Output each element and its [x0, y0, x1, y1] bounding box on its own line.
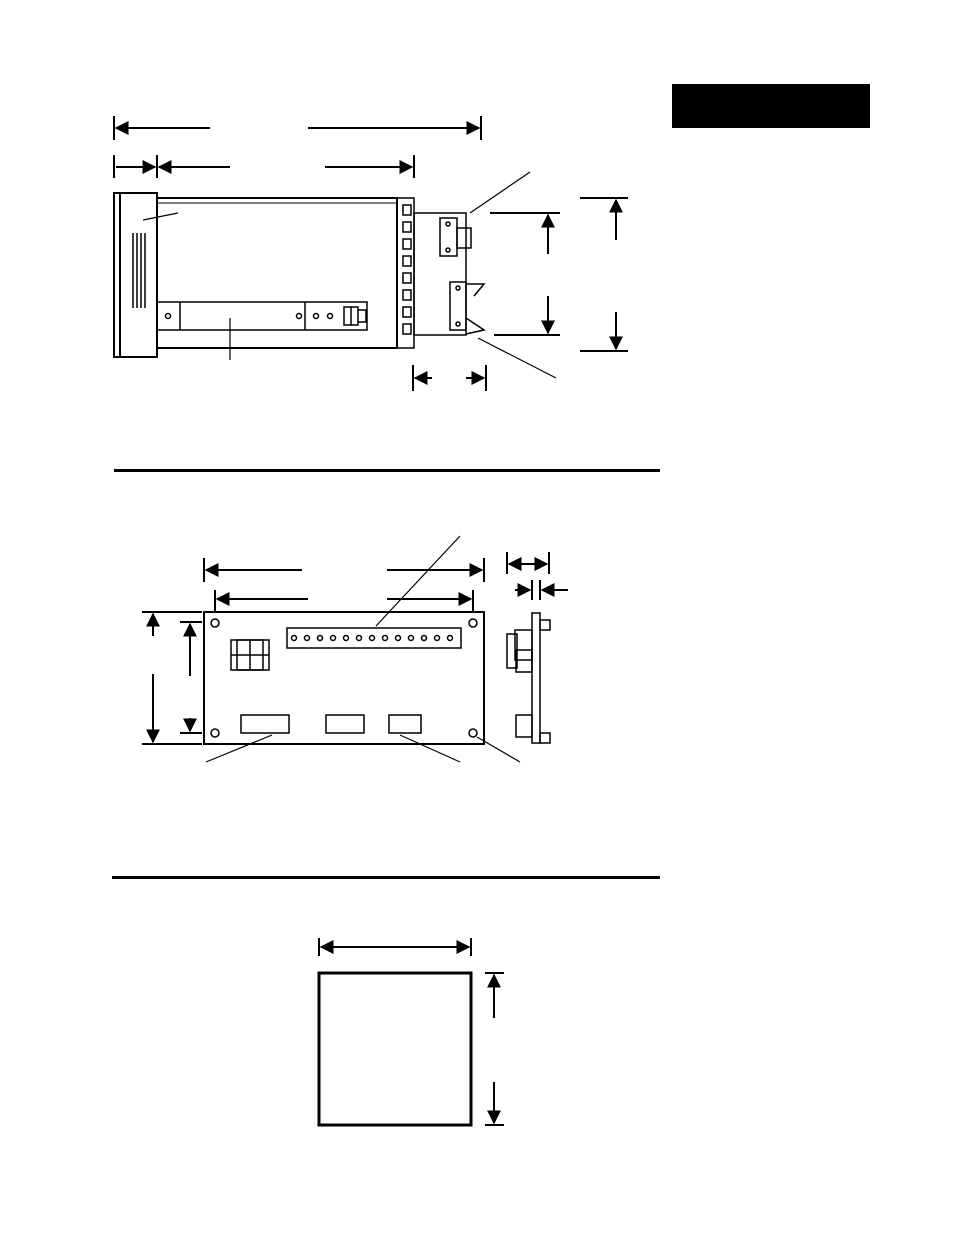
pc-board [204, 612, 484, 744]
board-height-dimension-2 [142, 612, 202, 744]
cutout-width-dimension [319, 938, 471, 956]
terminal-depth-dimension [413, 365, 486, 391]
connector-leader-left [206, 735, 272, 762]
rear-board-leader-bottom [478, 338, 556, 378]
hole-spacing-width-dimension [215, 590, 473, 612]
rear-terminals [397, 198, 414, 348]
display-window [133, 233, 145, 308]
bezel-depth-dimension [114, 155, 157, 178]
case-body [157, 198, 397, 348]
board-width-dimension [204, 558, 484, 582]
transformer [231, 640, 269, 670]
hole-leader [477, 737, 520, 762]
side-view-figure [114, 116, 628, 391]
board-edge-view [507, 613, 550, 743]
case-depth-dimension [159, 155, 414, 178]
terminal-strip [287, 628, 461, 648]
rear-board [414, 213, 484, 335]
panel-cutout-figure [319, 938, 504, 1125]
panel-cutout [319, 973, 471, 1125]
rear-board-leader-top [470, 172, 530, 213]
board-height-dimension [490, 213, 560, 335]
cutout-height-dimension [485, 973, 504, 1125]
edge-thickness-dimension [507, 552, 549, 574]
connector-leader-right [400, 735, 460, 762]
overall-length-dimension [114, 116, 481, 140]
board-thickness-dimension [515, 580, 568, 600]
board-connectors [241, 715, 421, 733]
hole-spacing-height-dimension [180, 622, 202, 733]
mounting-clip [157, 302, 367, 360]
case-height-dimension [580, 198, 628, 351]
circuit-board-figure [142, 536, 568, 762]
bezel-leader [143, 213, 178, 220]
